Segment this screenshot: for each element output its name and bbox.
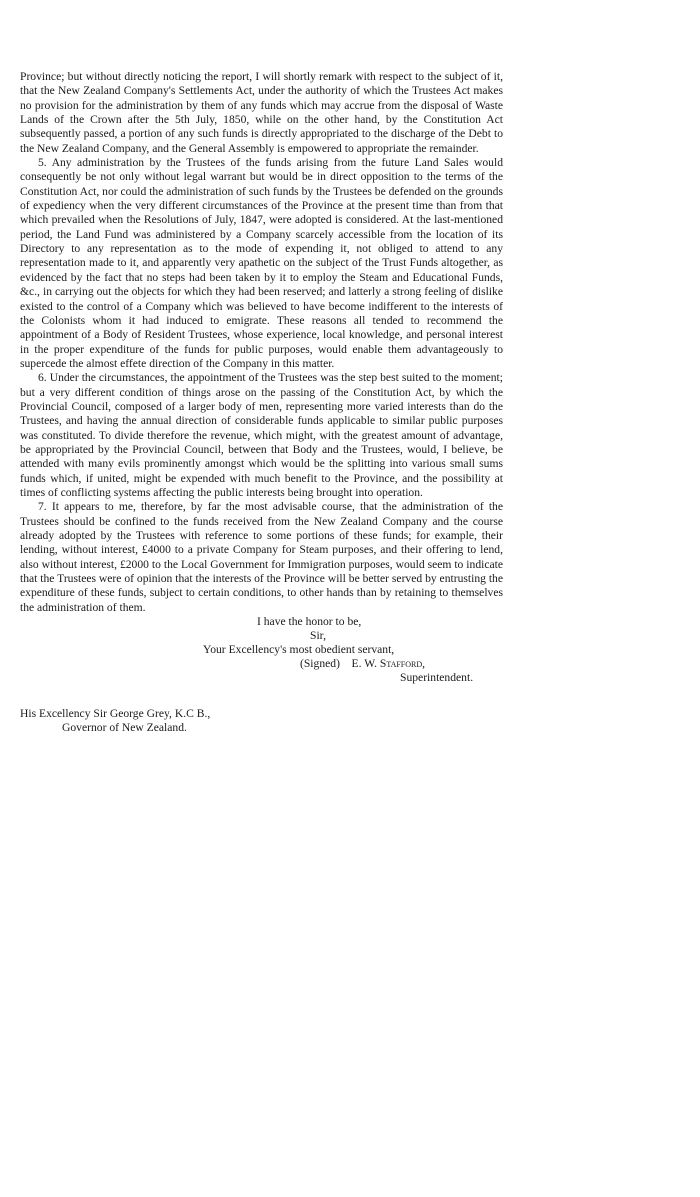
- letter-closing: [20, 615, 503, 699]
- paragraph-5: 5. Any administration by the Trustees of the funds arising from the future Land Sales would consequently be not only without legal warrant but would be in direct opposition to the terms of the Constitution Act, nor could the administration of such funds by the Trustees be defended on the grounds of expediency when the very different circumstances of the Province at the present time than from that which prevailed when the Resolutions of July, 1847, were adopted is considered. At the last-mentioned period, the Land Fund was administered by a Company scarcely accessible from the location of its Directory to any representation as to the mode of expending it, not obliged to attend to any representation made to it, and apparently very apathetic on the subject of the Trust Funds altogether, as evidenced by the fact that no steps had been taken by it to employ the Steam and Educational Funds, &c., in carrying out the objects for which they had been reserved; and latterly a strong feeling of dislike existed to the control of a Company which was believed to have become indifferent to the interests of the Colonists whom it had induced to emigrate. These reasons all tended to recommend the appointment of a Body of Resident Trustees, whose experience, local knowledge, and personal interest in the proper expenditure of the funds for public purposes, would enable them advantageously to supercede the almost effete direction of the Company in this matter.: [20, 156, 503, 370]
- paragraph-continuation: Province; but without directly noticing the report, I will shortly remark with respect to the subject of it, that the New Zealand Company's Settlements Act, under the authority of which the Trustees Act makes no provision for the administration by them of any funds which may accrue from the disposal of Waste Lands of the Crown after the 5th July, 1850, while on the other hand, by the Constitution Act subsequently passed, a portion of any such funds is directly appropriated to the discharge of the Debt to the New Zealand Company, and the General Assembly is empowered to appropriate the remainder.: [20, 70, 503, 155]
- signatory-title: Superintendent.: [400, 671, 474, 685]
- paragraph-6: 6. Under the circumstances, the appointment of the Trustees was the step best suited to the moment; but a very different condition of things arose on the passing of the Constitution Act, by which the Provincial Council, composed of a larger body of men, representing more varied interests than do the Trustees, and having the annual direction of considerable funds applicable to similar public purposes was constituted. To divide therefore the revenue, which might, with the greatest amount of advantage, be appropriated by the Provincial Council, between that Body and the Trustees, would, I believe, be attended with many evils prominently amongst which would be the splitting into various small sums funds which, if united, might be expended with much benefit to the Province, and the possibility at times of conflicting systems affecting the public interests being brought into operation.: [20, 371, 503, 499]
- addressee-block: [20, 707, 503, 736]
- letter-page: [20, 70, 503, 736]
- closing-servant: Your Excellency's most obedient servant,: [203, 643, 395, 657]
- signed-label: (Signed): [300, 657, 340, 671]
- closing-honor: I have the honor to be,: [257, 615, 362, 629]
- addressee-name: His Excellency Sir George Grey, K.C B.,: [20, 707, 211, 721]
- paragraph-7: 7. It appears to me, therefore, by far the most advisable course, that the administration of the Trustees should be confined to the funds received from the New Zealand Company and the course already adopted by the Trustees with reference to some portions of these funds; for example, their lending, without interest, £4000 to a private Company for Steam purposes, and their offering to lend, also without interest, £2000 to the Local Government for Immigration purposes, would seem to indicate that the Trustees were of opinion that the interests of the Province will be better served by entrusting the expenditure of these funds, subject to certain conditions, to other hands than by retaining to themselves the administration of them.: [20, 500, 503, 614]
- signature-line: [300, 657, 425, 671]
- addressee-office: Governor of New Zealand.: [62, 721, 187, 735]
- signatory-name: E. W. Stafford,: [351, 657, 426, 671]
- closing-salutation: Sir,: [310, 629, 326, 643]
